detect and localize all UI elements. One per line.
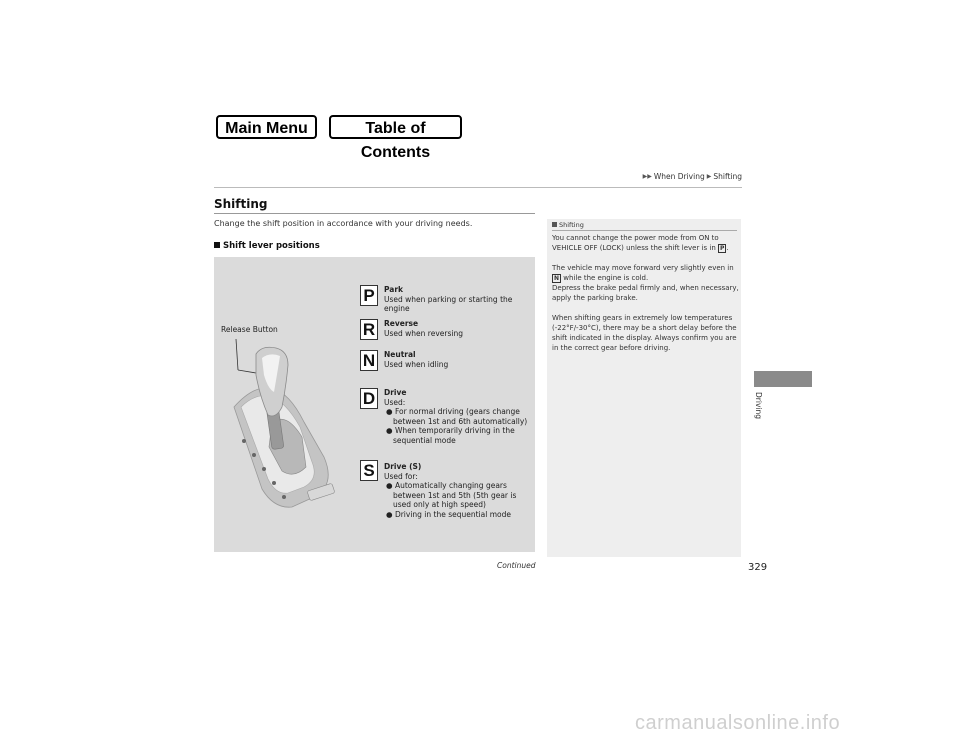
bullet-text: Driving in the sequential mode (394, 509, 511, 519)
shift-lever-figure (214, 257, 535, 552)
gear-s-icon: S (360, 460, 378, 481)
section-tab[interactable] (754, 371, 812, 387)
square-bullet-icon (214, 242, 220, 248)
sidebar-body (552, 233, 740, 363)
sidebar-label (552, 221, 584, 229)
table-of-contents-button[interactable]: Table of Contents (329, 115, 462, 139)
shift-lever-illustration (214, 257, 364, 547)
continued-note: Continued (497, 561, 536, 570)
gear-text: Used for: (384, 471, 418, 481)
gear-text: Used when reversing (384, 328, 463, 338)
sidebar-divider (552, 230, 737, 231)
title-divider (214, 213, 535, 214)
subheading-text: Shift lever positions (223, 241, 320, 251)
sidebar-text: You cannot change the power mode from ON to VEHICLE OFF (LOCK) unless the shift lever is in (552, 234, 719, 252)
gear-bullet: ● Automatically changing gears between 1st and 5th (5th gear is used only at high speed) (386, 481, 517, 509)
gear-d-icon: D (360, 388, 378, 409)
bullet-text: When temporarily driving in the sequential mode (393, 426, 515, 445)
intro-text: Change the shift position in accordance with your driving needs. (214, 219, 473, 228)
section-tab-label: Driving (754, 392, 763, 419)
gear-title: Park (384, 285, 404, 294)
gear-text: Used: (384, 397, 406, 407)
gear-text: Used when idling (384, 359, 449, 369)
section-subheading (214, 241, 320, 251)
sidebar-label-text: Shifting (559, 221, 584, 229)
main-menu-button[interactable]: Main Menu (216, 115, 317, 139)
gear-title: Reverse (384, 319, 419, 328)
gear-bullet: ● When temporarily driving in the sequential mode (386, 426, 515, 445)
sidebar-text: Depress the brake pedal firmly and, when necessary, apply the parking brake. (552, 284, 739, 302)
gear-r-icon: R (360, 319, 378, 340)
gear-p-icon: P (360, 285, 378, 306)
gear-title: Neutral (384, 350, 416, 359)
gear-r-description (384, 319, 534, 338)
gear-bullet: ● Driving in the sequential mode (386, 509, 511, 519)
note-icon (552, 222, 557, 227)
gear-bullet: ● For normal driving (gears change between 1st and 6th automatically) (386, 407, 528, 426)
page-number: 329 (748, 562, 768, 573)
sidebar-text: The vehicle may move forward very slightly even in (552, 264, 734, 272)
breadcrumb-part-2[interactable]: Shifting (713, 172, 742, 181)
sidebar-paragraph (552, 233, 740, 253)
header-divider (214, 187, 742, 188)
gear-text: Used when parking or starting the engine (384, 294, 513, 313)
gear-key-n-icon: N (554, 275, 560, 282)
gear-s-description (384, 462, 534, 519)
gear-n-icon: N (360, 350, 378, 371)
bullet-text: Automatically changing gears between 1st and 5th (5th gear is used only at high speed) (393, 481, 517, 509)
breadcrumb (643, 172, 742, 181)
gear-p-description (384, 285, 534, 314)
sidebar-text: while the engine is cold. (563, 274, 649, 282)
sidebar-paragraph (552, 263, 740, 303)
sidebar-text: . (726, 244, 729, 252)
gear-key-p-icon: P (720, 245, 725, 252)
page-title: Shifting (214, 197, 268, 211)
release-button-label: Release Button (221, 325, 278, 334)
sidebar-note (547, 219, 741, 557)
breadcrumb-arrow-icon: ▶▶ (642, 173, 652, 180)
gear-title: Drive (S) (384, 462, 422, 471)
gear-n-description (384, 350, 534, 369)
bullet-text: For normal driving (gears change between 1st and 6th automatically) (393, 407, 528, 426)
gear-title: Drive (384, 388, 407, 397)
breadcrumb-arrow-icon: ▶ (706, 173, 712, 180)
breadcrumb-part-1[interactable]: When Driving (653, 172, 705, 181)
gear-d-description (384, 388, 534, 445)
sidebar-paragraph: When shifting gears in extremely low temperatures (-22°F/-30°C), there may be a short delay before the shift indicated in the display. Always confirm you are in the correct gear before driving. (552, 314, 737, 352)
watermark: carmanualsonline.info (635, 712, 841, 734)
